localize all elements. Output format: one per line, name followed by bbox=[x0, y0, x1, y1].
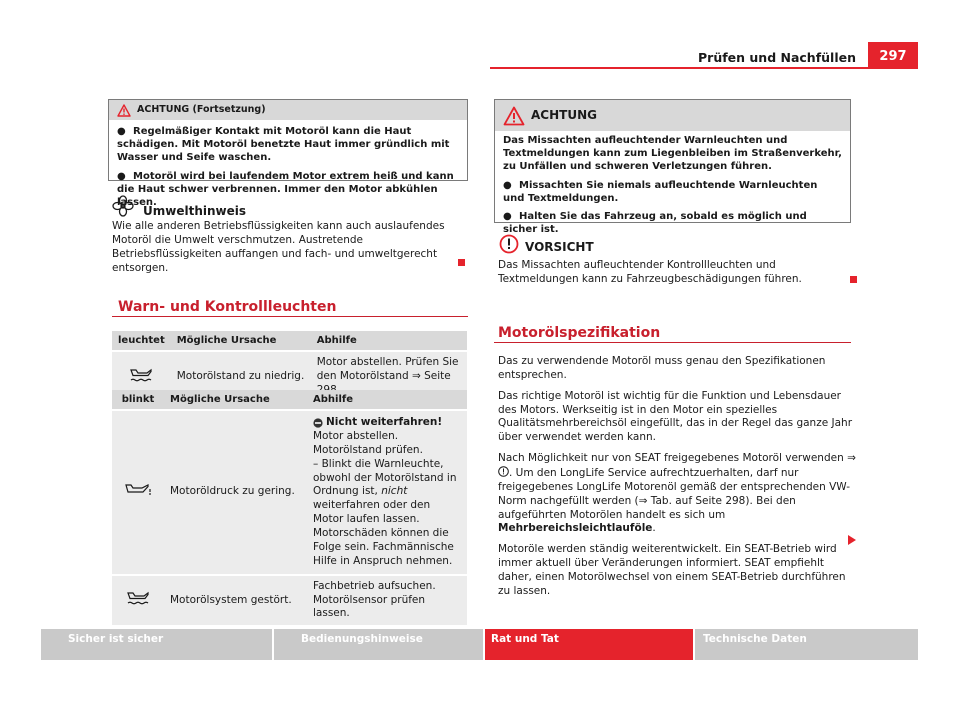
warning-intro: Das Missachten aufleuchtender Warnleuchten und Textmeldungen kann zum Liegenbleiben im Straßenverkehr, zu Unfällen und schweren Verletzungen führen. bbox=[503, 135, 842, 173]
caution-icon bbox=[499, 234, 519, 254]
section-end-marker bbox=[850, 276, 857, 283]
warning-title: ACHTUNG bbox=[531, 107, 597, 122]
table-cell-remedy: Motor abstellen. Prüfen Sie den Motorölstand ⇒ Seite bbox=[311, 351, 467, 402]
spec-paragraph: Das zu verwendende Motoröl muss genau den Spezifikationen entsprechen. bbox=[498, 355, 826, 381]
oil-pressure-icon bbox=[124, 483, 152, 497]
table-header-cell: Abhilfe bbox=[307, 390, 467, 410]
oil-level-icon bbox=[128, 367, 154, 383]
caution-reference-icon bbox=[498, 466, 509, 477]
table-row bbox=[112, 575, 467, 626]
warning-header bbox=[495, 100, 850, 131]
table-row bbox=[112, 410, 467, 574]
warning-continued-box bbox=[108, 99, 468, 208]
table-cell-remedy: Fachbetrieb aufsuchen. Motorölsensor prüfen lassen. bbox=[307, 575, 467, 626]
table-header-cell: leuchtet bbox=[112, 331, 171, 351]
footer-tab-rat-und-tat[interactable]: Rat und Tat bbox=[485, 629, 693, 660]
warning-box bbox=[494, 99, 851, 236]
section-title-spec: Motorölspezifikation bbox=[498, 325, 661, 341]
warning-continued-title: ACHTUNG (Fortsetzung) bbox=[137, 103, 266, 115]
footer-tab-sicher[interactable]: Sicher ist sicher bbox=[41, 629, 272, 660]
table-cell-remedy: Nicht weiterfahren! Motor abstellen. Motorölstand prüfen. – Blinkt die Warnleuchte, obwohl der Motorölstand in Ordnung ist, nicht weiterfahren oder den Motor laufen lassen. Motorschäden können die Folge sein. Fachmännische Hilfe in Anspruch nehmen. bbox=[307, 410, 467, 574]
oil-sensor-icon-cell bbox=[112, 575, 164, 626]
warning-triangle-icon bbox=[503, 106, 525, 126]
flower-icon bbox=[112, 195, 134, 217]
page-number: 297 bbox=[868, 42, 918, 68]
caution-text: Das Missachten aufleuchtender Kontrollleuchten und Textmeldungen kann zu Fahrzeugbeschädigungen führen. bbox=[498, 259, 802, 285]
table-blink bbox=[112, 390, 467, 625]
spec-paragraph: Nach Möglichkeit nur von SEAT freigegebenes Motoröl verwenden ⇒ . Um den LongLife Service aufrechtzuerhalten, darf nur freigegebenes LongLife Motorenöl gemäß der entsprechenden VW-Norm nachgefüllt werden (⇒ Tab. auf Seite 298). Bei den aufgeführten Motorölen handelt es sich um Mehrbereichsleichtlauföle. bbox=[498, 452, 856, 535]
page-header-title: Prüfen und Nachfüllen bbox=[698, 50, 856, 65]
continue-arrow-icon bbox=[848, 535, 856, 545]
table-header-cell: blinkt bbox=[112, 390, 164, 410]
environment-title: Umwelthinweis bbox=[143, 204, 247, 218]
warning-item: ● Halten Sie das Fahrzeug an, sobald es möglich und sicher ist. bbox=[503, 210, 807, 236]
table-cell-cause: Motorölstand zu niedrig. bbox=[171, 351, 311, 402]
stop-icon bbox=[313, 418, 323, 428]
footer-tab-bedienung[interactable]: Bedienungshinweise bbox=[274, 629, 483, 660]
warning-continued-item: ● Motoröl wird bei laufendem Motor extrem heiß und kann die Haut schwer verbrennen. Immer den Motor abkühlen lassen. bbox=[117, 170, 454, 208]
table-header-cell: Mögliche Ursache bbox=[164, 390, 307, 410]
footer-tab-technische-daten[interactable]: Technische Daten bbox=[695, 629, 918, 660]
spec-paragraph: Motoröle werden ständig weiterentwickelt. Ein SEAT-Betrieb wird immer aktuell über Veränderungen informiert. SEAT empfiehlt daher, einen Motorölwechsel von einem SEAT-Betrieb durchführen zu lassen. bbox=[498, 543, 846, 597]
spec-body bbox=[498, 355, 856, 606]
section-end-marker bbox=[458, 259, 465, 266]
table-header-cell: Mögliche Ursache bbox=[171, 331, 311, 351]
warning-item: ● Missachten Sie niemals aufleuchtende Warnleuchten und Textmeldungen. bbox=[503, 179, 818, 204]
section-title-warnlights: Warn- und Kontrollleuchten bbox=[118, 299, 337, 315]
warning-triangle-icon bbox=[117, 104, 131, 117]
header-divider bbox=[490, 67, 918, 69]
spec-paragraph: Das richtige Motoröl ist wichtig für die Funktion und Lebensdauer des Motors. Werkseitig ist in den Motor ein spezielles Qualitätsmehrbereichsöl eingefüllt, das in der Regel das ganze Jahr über verwendet werden kann. bbox=[498, 389, 853, 444]
table-cell-cause: Motoröldruck zu gering. bbox=[164, 410, 307, 574]
table-header-row bbox=[112, 331, 467, 351]
table-cell-cause: Motorölsystem gestört. bbox=[164, 575, 307, 626]
oil-pressure-icon-cell bbox=[112, 410, 164, 574]
section-title-rule bbox=[112, 316, 468, 317]
environment-text: Wie alle anderen Betriebsflüssigkeiten kann auch auslaufendes Motoröl die Umwelt verschmutzen. Austretende Betriebsflüssigkeiten auffangen und fach- und umweltgerecht entsorgen. bbox=[112, 220, 445, 274]
table-header-row bbox=[112, 390, 467, 410]
warning-continued-header bbox=[109, 100, 467, 120]
warning-continued-item: ● Regelmäßiger Kontakt mit Motoröl kann die Haut schädigen. Mit Motoröl benetzte Haut immer gründlich mit Wasser und Seife waschen. bbox=[117, 126, 450, 164]
oil-sensor-icon bbox=[125, 590, 151, 606]
table-header-cell: Abhilfe bbox=[311, 331, 467, 351]
section-title-rule bbox=[494, 342, 851, 343]
caution-title: VORSICHT bbox=[525, 240, 594, 254]
